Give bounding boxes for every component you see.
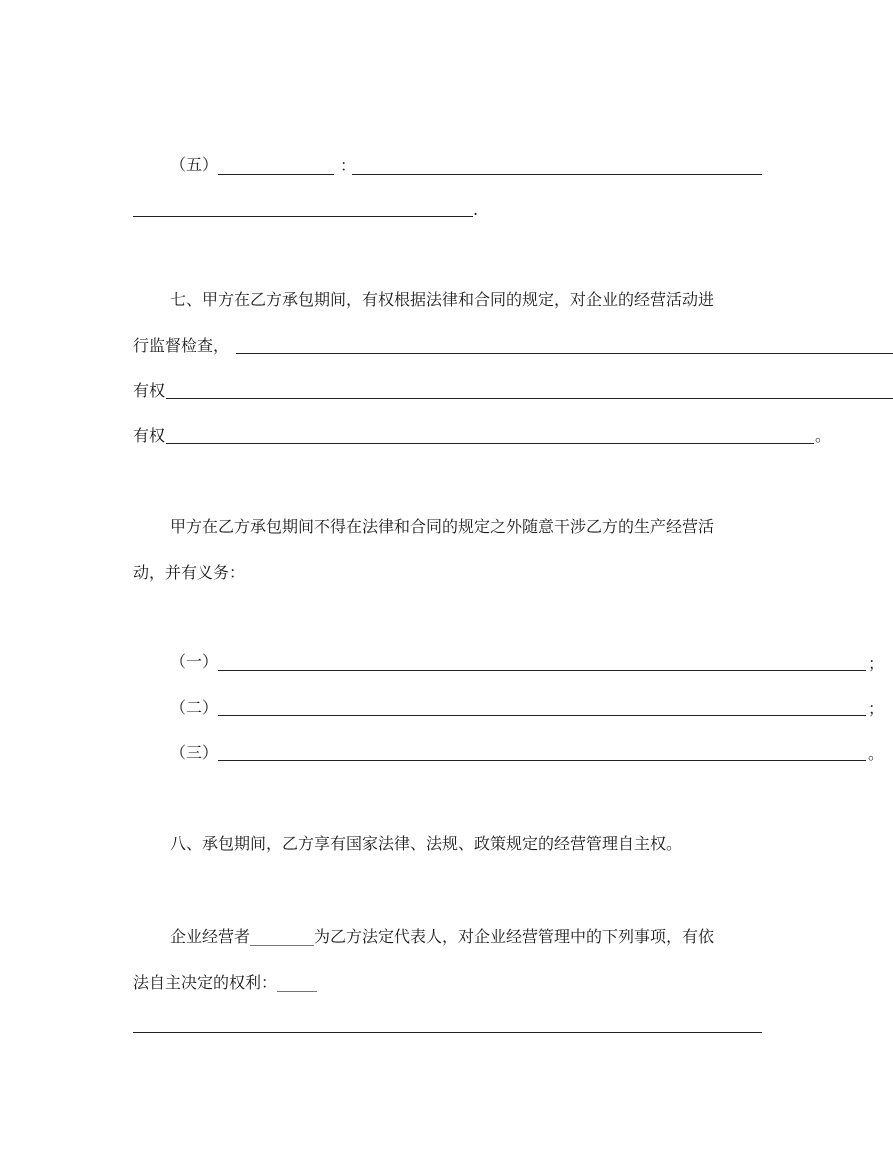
operator-suffix: 为乙方法定代表人，对企业经营管理中的下列事项，有依 [314, 927, 715, 946]
obligations-line-2: 动，并有义务： [133, 563, 246, 582]
operator-line-1 [170, 927, 714, 947]
operator-line-2-text: 法自主决定的权利： [133, 973, 278, 992]
item-five-label: （五） [170, 155, 219, 174]
item-five-blank-1[interactable] [218, 174, 334, 175]
obligation-item-1-end: ； [868, 654, 885, 673]
obligation-item-3-blank[interactable] [218, 760, 866, 761]
clause-seven-blank-1[interactable] [236, 353, 893, 354]
obligation-item-3-end: 。 [868, 744, 885, 763]
clause-seven-right-2-label: 有权 [133, 426, 166, 445]
clause-eight-text: 八、承包期间，乙方享有国家法律、法规、政策规定的经营管理自主权。 [170, 834, 683, 853]
item-five-blank-3[interactable] [133, 216, 473, 217]
obligations-line-1: 甲方在乙方承包期间不得在法律和合同的规定之外随意干涉乙方的生产经营活 [170, 517, 715, 536]
clause-seven-blank-2[interactable] [166, 398, 893, 399]
obligation-item-2-blank[interactable] [218, 715, 866, 716]
operator-name-blank[interactable]: ________ [250, 927, 315, 946]
obligation-item-1-blank[interactable] [218, 670, 866, 671]
obligation-item-2-end: ； [868, 699, 885, 718]
operator-prefix: 企业经营者 [170, 927, 251, 946]
obligation-item-1-label: （一） [170, 652, 219, 671]
operator-rights-blank[interactable] [133, 1032, 762, 1033]
item-five-colon: ： [340, 156, 357, 175]
clause-seven-line-1: 七、甲方在乙方承包期间，有权根据法律和合同的规定，对企业的经营活动进 [170, 290, 715, 309]
obligation-item-3-label: （三） [170, 743, 219, 762]
item-five-blank-2[interactable] [352, 174, 762, 175]
clause-seven-line-2: 行监督检查， [133, 336, 230, 355]
clause-seven-right-1-label: 有权 [133, 381, 166, 400]
operator-line-2 [133, 973, 317, 993]
clause-seven-end: 。 [815, 426, 832, 445]
obligation-item-2-label: （二） [170, 698, 219, 717]
clause-seven-blank-3[interactable] [166, 443, 814, 444]
operator-line-2-blank[interactable]: _____ [277, 973, 318, 992]
item-five-end: . [473, 200, 479, 219]
